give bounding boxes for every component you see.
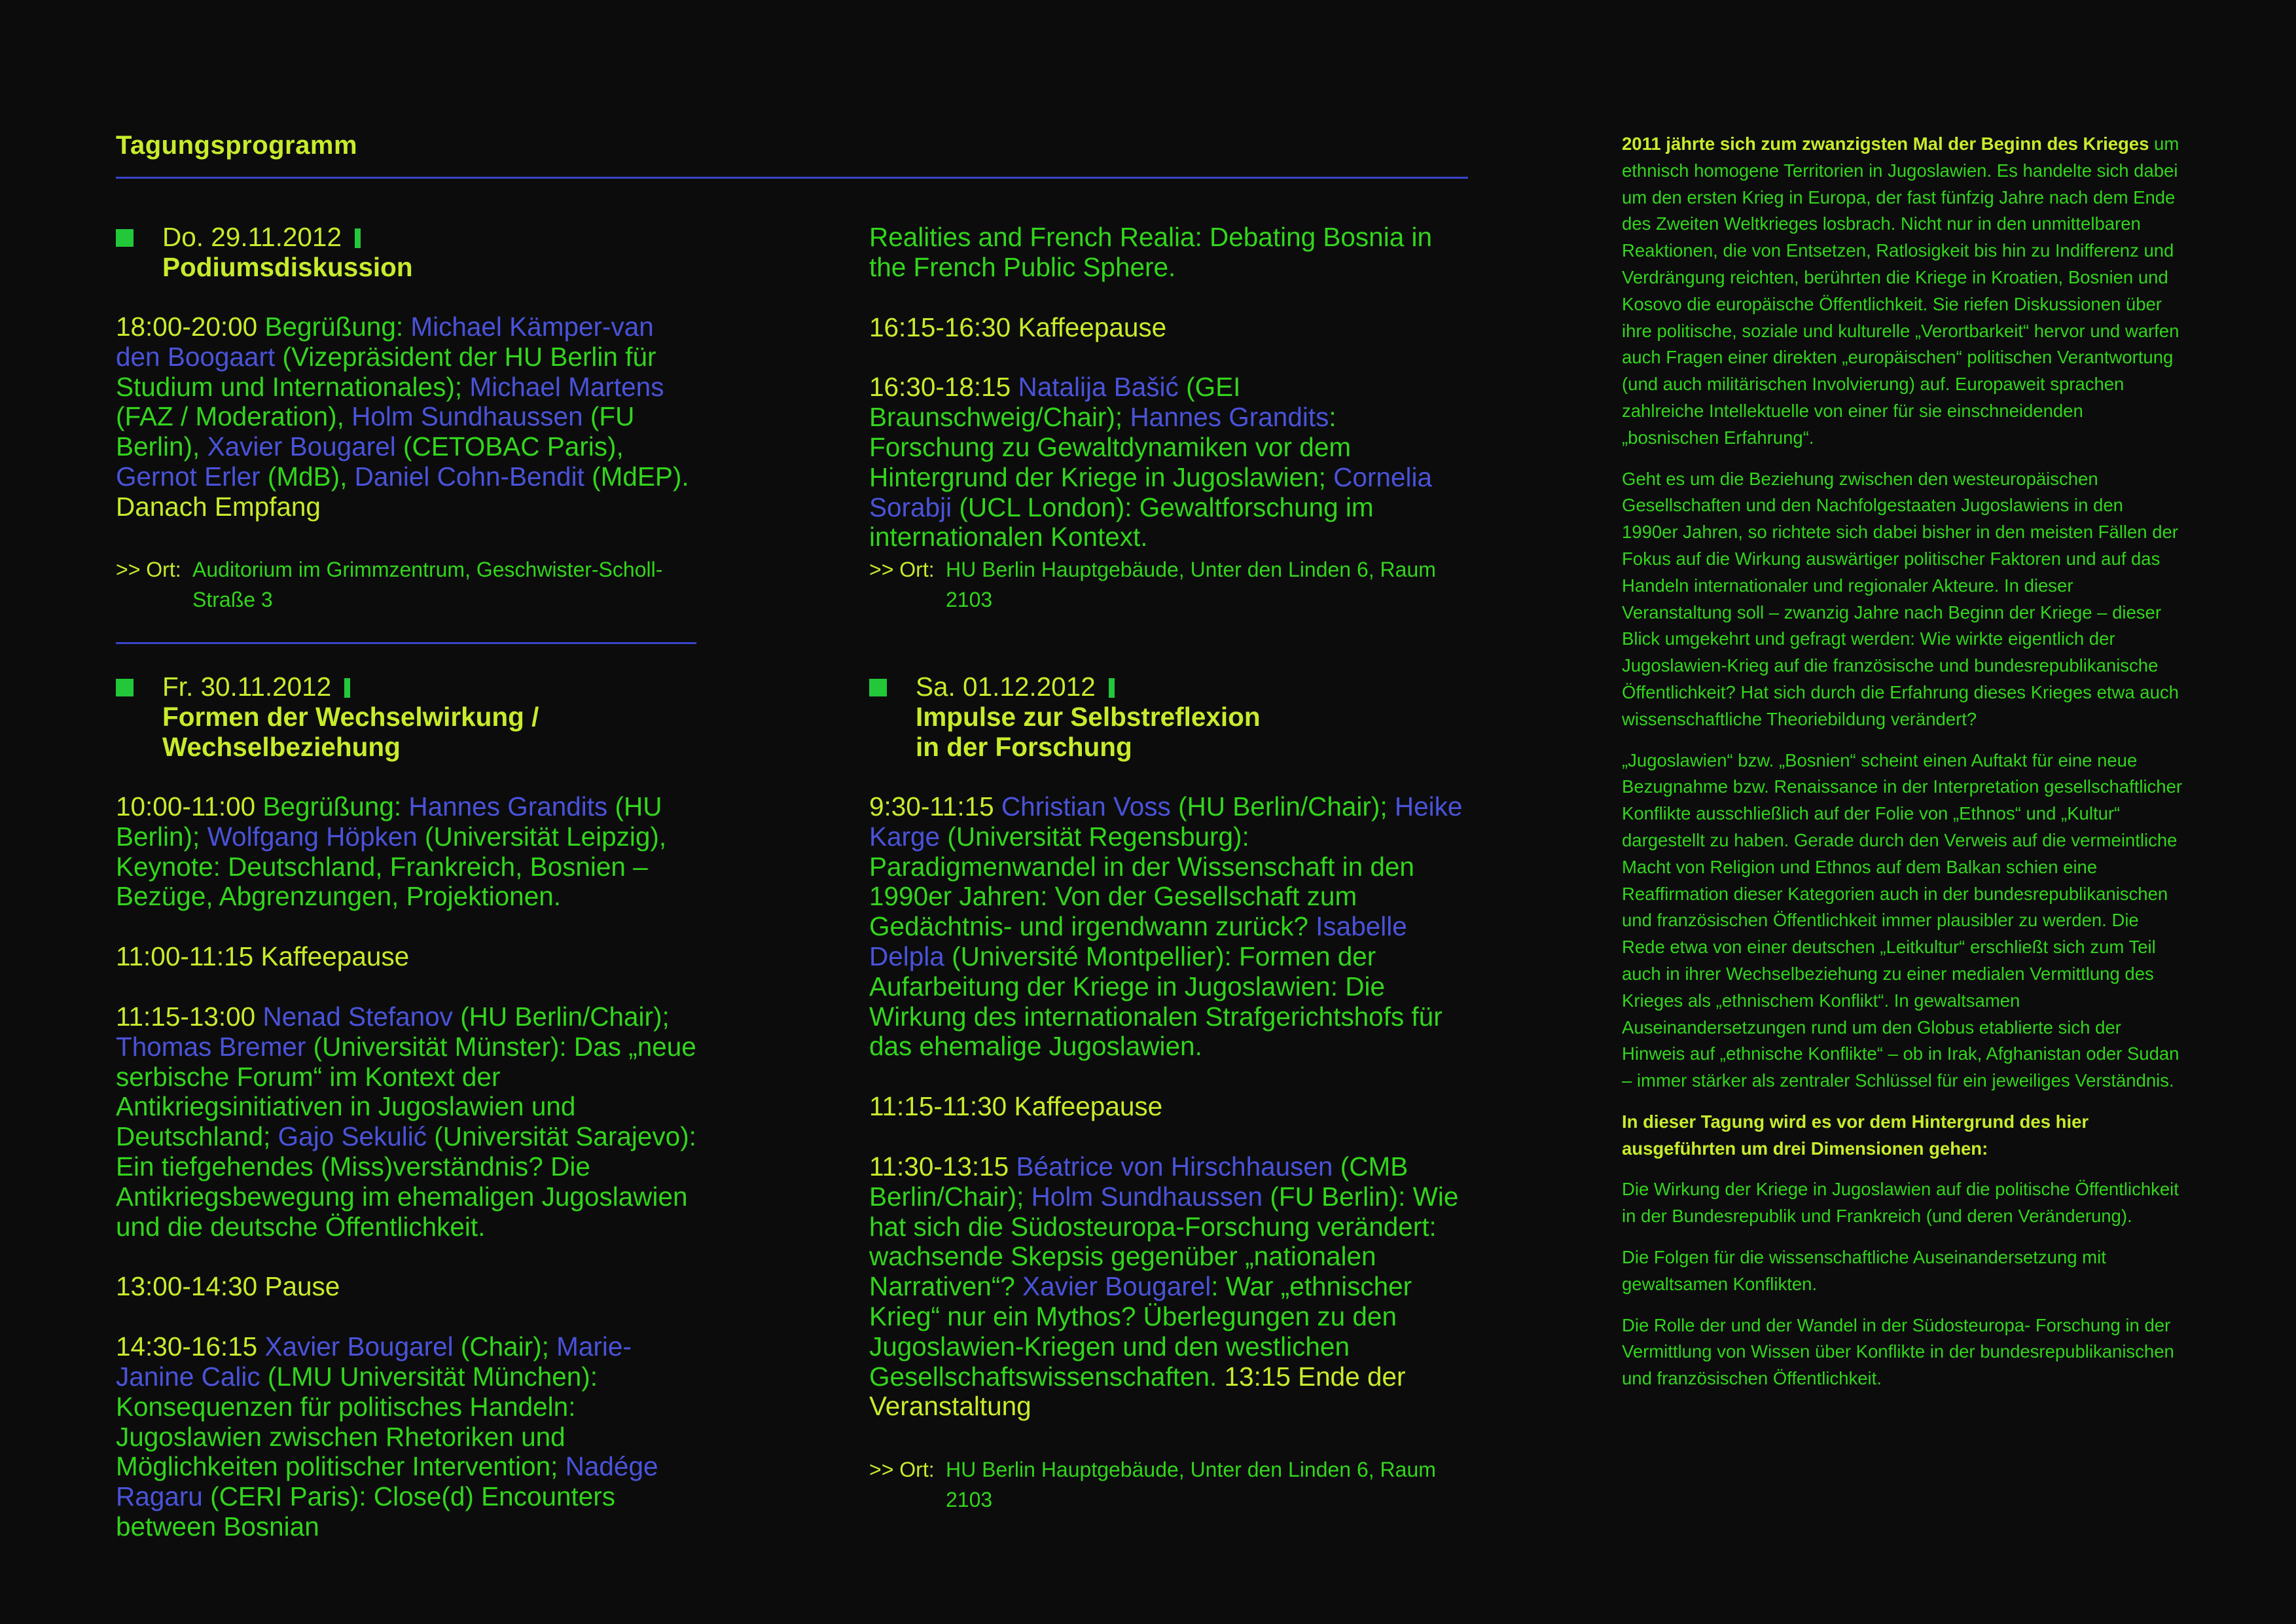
marker-bar-icon xyxy=(344,678,350,698)
entry-text: Kaffeepause xyxy=(1018,312,1167,342)
dimensions-heading: In dieser Tagung wird es vor dem Hintergrund des hier ausgeführten um drei Dimensionen gehen: xyxy=(1622,1111,2089,1159)
program-entry xyxy=(869,223,1468,283)
dimension-item: Die Wirkung der Kriege in Jugoslawien auf die politische Öffentlichkeit in der Bundesrepublik und Frankreich (und deren Veränderung). xyxy=(1622,1179,2179,1227)
entry-time: 18:00-20:00 xyxy=(116,312,258,342)
day1-header xyxy=(116,223,705,283)
entry-text: (LMU Universität München): Konsequenzen für politisches Handeln: Jugoslawien zwischen Rhetoriken und Möglichkeiten politischer Intervention; xyxy=(116,1361,598,1482)
speaker-name: Marie-Janine Calic xyxy=(116,1331,632,1392)
speaker-name: Thomas Bremer xyxy=(116,1031,306,1062)
speaker-name: Cornelia Sorabji xyxy=(869,461,1432,522)
day2-date: Fr. 30.11.2012 xyxy=(162,672,332,702)
entry-text: (FU Berlin): Wie hat sich die Südosteuropa-Forschung verändert: wachsende Skepsis gegenüber „nationalen Narrativen“? xyxy=(869,1181,1459,1302)
entry-text: (GEI Braunschweig/Chair); xyxy=(869,372,1241,433)
entry-time: 10:00-11:00 xyxy=(116,791,256,821)
day1-program xyxy=(116,312,705,552)
entry-time: 9:30-11:15 xyxy=(869,791,994,821)
speaker-name: Hannes Grandits xyxy=(408,791,608,821)
intro-paragraph xyxy=(1622,131,2183,452)
speaker-name: Daniel Cohn-Bendit xyxy=(354,461,584,492)
day2-program xyxy=(116,792,705,1572)
entry-text: (CMB Berlin/Chair); xyxy=(869,1151,1408,1212)
speaker-name: Xavier Bougarel xyxy=(264,1331,454,1362)
day3-header xyxy=(869,672,1468,762)
day3-title-line2: in der Forschung xyxy=(916,731,1132,762)
entry-text: (Universität Leipzig), Keynote: Deutschland, Frankreich, Bosnien – Bezüge, Abgrenzungen, Projektionen. xyxy=(116,821,667,912)
entry-text: (HU Berlin/Chair); xyxy=(460,1001,670,1032)
speaker-name: Isabelle Delpla xyxy=(869,911,1407,971)
program-entry xyxy=(116,312,705,522)
entry-time: 11:30-13:15 xyxy=(869,1151,1009,1182)
intro-body: um ethnisch homogene Territorien in Jugoslawien. Es handelte sich dabei um den ersten Krieg in Europa, der fast fünfzig Jahre nach dem Ende des Zweiten Weltkrieges losbrach. Nicht nur in den unmittelbaren Reaktionen, die von Entsetzen, Ratlosigkeit bis hin zu Indifferenz und Verdrängung reichten, berührten die Kriege in Kroatien, Bosnien und Kosovo die europäische Öffentlichkeit. Sie riefen Diskussionen über ihre politische, soziale und kulturelle „Verortbarkeit“ hervor und warfen auch Fragen einer direkten „europäischen“ politischen Verantwortung (und auch militärischen Involvierung) auf. Europaweit sprachen zahlreiche Intellektuelle von einer für sie einschneidenden „bosnischen Erfahrung“. xyxy=(1622,134,2179,448)
speaker-name: Holm Sundhaussen xyxy=(351,401,583,432)
speaker-name: Holm Sundhaussen xyxy=(1031,1181,1263,1212)
marker-bar-icon xyxy=(355,228,361,248)
program-entry xyxy=(116,1272,705,1302)
entry-text: Kaffeepause xyxy=(260,941,410,972)
speaker-name: Xavier Bougarel xyxy=(207,431,396,462)
entry-text: (MdB), xyxy=(267,461,348,492)
program-entry xyxy=(869,1092,1468,1122)
entry-text: : War „ethnischer Krieg“ nur ein Mythos? Überlegungen zu den Jugoslawien-Kriegen und den westlichen Gesellschaftswissenschaften. xyxy=(869,1271,1412,1392)
entry-note: 13:15 Ende der Veranstaltung xyxy=(869,1361,1406,1422)
program-entry xyxy=(869,313,1468,343)
marker-bar-icon xyxy=(1109,678,1115,698)
day3-program xyxy=(869,792,1468,1452)
entry-text: (CETOBAC Paris), xyxy=(403,431,624,462)
program-entry xyxy=(116,942,705,972)
dimension-item: Die Folgen für die wissenschaftliche Auseinandersetzung mit gewaltsamen Konflikten. xyxy=(1622,1247,2106,1294)
venue-address: Auditorium im Grimmzentrum, Geschwister-Scholl-Straße 3 xyxy=(192,558,663,611)
entry-text: Begrüßung: xyxy=(264,312,404,342)
speaker-name: Xavier Bougarel xyxy=(1022,1271,1211,1302)
speaker-name: Wolfgang Höpken xyxy=(207,821,418,852)
day3-date: Sa. 01.12.2012 xyxy=(916,672,1096,702)
entry-text: Pause xyxy=(264,1271,340,1302)
entry-text: (HU Berlin/Chair); xyxy=(1178,791,1388,821)
program-entry xyxy=(869,372,1468,552)
day2-venue xyxy=(869,555,1468,615)
venue-label: >> Ort: xyxy=(116,558,181,581)
intro-paragraph: „Jugoslawien“ bzw. „Bosnien“ scheint einen Auftakt für eine neue Bezugnahme bzw. Renaissance in der Interpretation gesellschaftlicher Konflikte ausschließlich auf der Folie von „Ethnos“ und „Kultur“ dargestellt zu haben. Gerade durch den Verweis auf die vermeintliche Macht von Religion und Ethnos auf dem Balkan schien eine Reaffirmation dieser Kategorien auch in der bundesrepublikanischen und französischen Öffentlichkeit immer plausibler zu werden. Die Rede etwa von einer deutschen „Leitkultur“ erschließt sich zum Teil auch in ihrer Wechselbeziehung zu einer medialen Vermittlung des Krieges als „ethnischem Konflikt“. In gewaltsamen Auseinandersetzungen rund um den Globus etablierte sich der Hinweis auf „ethnische Konflikte“ – ob in Irak, Afghanistan oder Sudan – immer stärker als zentraler Schlüssel für ein jeweiliges Verständnis. xyxy=(1622,749,2183,1091)
dimension-item: Die Rolle der und der Wandel in der Südosteuropa- Forschung in der Vermittlung von Wissen über Konflikte in der bundesrepublikanischen und französischen Öffentlichkeit. xyxy=(1622,1314,2174,1389)
intro-lead: 2011 jährte sich zum zwanzigsten Mal der Beginn des Krieges xyxy=(1622,134,2149,154)
speaker-name: Béatrice von Hirschhausen xyxy=(1016,1151,1333,1182)
section-divider xyxy=(116,642,696,644)
program-entry xyxy=(116,792,705,912)
speaker-name: Michael Kämper-van den Boogaart xyxy=(116,312,654,372)
day2-title-line1: Formen der Wechselwirkung / xyxy=(162,701,539,732)
intro-text xyxy=(1622,131,2183,1407)
entry-text: (CERI Paris): Close(d) Encounters between Bosnian xyxy=(116,1481,616,1542)
entry-text: (Universität Sarajevo): Ein tiefgehendes (Miss)verständnis? Die Antikriegsbewegung im ehemaligen Jugoslawien und die deutsche Öffentlichkeit. xyxy=(116,1121,696,1242)
entry-time: 13:00-14:30 xyxy=(116,1271,258,1302)
venue-address: HU Berlin Hauptgebäude, Unter den Linden 6, Raum 2103 xyxy=(946,1458,1436,1511)
entry-text: (FAZ / Moderation), xyxy=(116,401,344,432)
speaker-name: Gernot Erler xyxy=(116,461,260,492)
speaker-name: Hannes Grandits xyxy=(1130,402,1329,433)
entry-text: (UCL London): Gewaltforschung im internationalen Kontext. xyxy=(869,492,1374,552)
entry-time: 11:15-11:30 xyxy=(869,1091,1007,1122)
entry-text: (Universität Regensburg): Paradigmenwandel in der Wissenschaft in den 1990er Jahren: Von der Gesellschaft zum Gedächtnis- und irgendwann zurück? xyxy=(869,821,1414,942)
speaker-name: Michael Martens xyxy=(469,371,664,402)
entry-text: : Forschung zu Gewaltdynamiken vor dem Hintergrund der Kriege in Jugoslawien; xyxy=(869,402,1352,492)
day1-date: Do. 29.11.2012 xyxy=(162,222,342,252)
program-entry xyxy=(116,1332,705,1542)
day3-title-line1: Impulse zur Selbstreflexion xyxy=(916,701,1261,732)
program-entry xyxy=(869,792,1468,1062)
bullet-square-icon xyxy=(116,229,134,247)
page-title: Tagungsprogramm xyxy=(116,131,358,160)
entry-time: 11:00-11:15 xyxy=(116,941,254,972)
speaker-name: Heike Karge xyxy=(869,791,1463,852)
venue-label: >> Ort: xyxy=(869,1458,935,1481)
speaker-name: Nadége Ragaru xyxy=(116,1451,658,1512)
entry-text: (Université Montpellier): Formen der Aufarbeitung der Kriege in Jugoslawien: Die Wirkung des internationalen Strafgerichtshofs für das ehemalige Jugoslawien. xyxy=(869,941,1443,1062)
day1-title: Podiumsdiskussion xyxy=(162,251,413,282)
day2-header xyxy=(116,672,705,762)
entry-time: 16:15-16:30 xyxy=(869,312,1011,342)
program-entry xyxy=(116,1002,705,1242)
speaker-name: Natalija Bašić xyxy=(1018,372,1179,403)
entry-text: (Chair); xyxy=(460,1331,549,1362)
entry-text: Kaffeepause xyxy=(1014,1091,1163,1122)
day2-title-line2: Wechselbeziehung xyxy=(162,731,401,762)
intro-paragraph: Geht es um die Beziehung zwischen den westeuropäischen Gesellschaften und den Nachfolgestaaten Jugoslawiens in den 1990er Jahren, so richtete sich dabei bisher in den meisten Fällen der Fokus auf die Wirkung auswärtiger politischer Faktoren und auf das Handeln internationaler und regionaler Akteure. In dieser Veranstaltung soll – zwanzig Jahre nach Beginn der Kriege – dieser Blick umgekehrt und gefragt werden: Wie wirkte eigentlich der Jugoslawien-Krieg auf die französische und bundesrepublikanische Öffentlichkeit? Hat sich durch die Erfahrung dieses Krieges etwa auch wissenschaftliche Theoriebildung verändert? xyxy=(1622,468,2179,729)
day3-venue xyxy=(869,1455,1468,1515)
entry-text: (Universität Münster): Das „neue serbische Forum“ im Kontext der Antikriegsinitiativen in Jugoslawien und Deutschland; xyxy=(116,1031,696,1152)
speaker-name: Christian Voss xyxy=(1001,791,1171,821)
speaker-name: Nenad Stefanov xyxy=(262,1001,453,1032)
entry-time: 11:15-13:00 xyxy=(116,1001,256,1032)
entry-text: (HU Berlin); xyxy=(116,791,662,852)
entry-time: 14:30-16:15 xyxy=(116,1331,258,1362)
entry-text: (Vizepräsident der HU Berlin für Studium und Internationales); xyxy=(116,341,656,402)
venue-address: HU Berlin Hauptgebäude, Unter den Linden 6, Raum 2103 xyxy=(946,558,1436,611)
day1-venue xyxy=(116,555,705,615)
venue-label: >> Ort: xyxy=(869,558,935,581)
entry-text: (FU Berlin), xyxy=(116,401,635,462)
entry-time: 16:30-18:15 xyxy=(869,372,1011,403)
bullet-square-icon xyxy=(869,679,887,696)
program-entry xyxy=(869,1152,1468,1422)
entry-text: (MdEP). xyxy=(592,461,689,492)
entry-text: Realities and French Realia: Debating Bosnia in the French Public Sphere. xyxy=(869,222,1432,282)
bullet-square-icon xyxy=(116,679,134,696)
day2-program-continued xyxy=(869,223,1468,583)
entry-text: Begrüßung: xyxy=(262,791,402,821)
speaker-name: Gajo Sekulić xyxy=(278,1121,427,1152)
entry-note: Danach Empfang xyxy=(116,491,321,522)
title-divider xyxy=(116,177,1468,179)
